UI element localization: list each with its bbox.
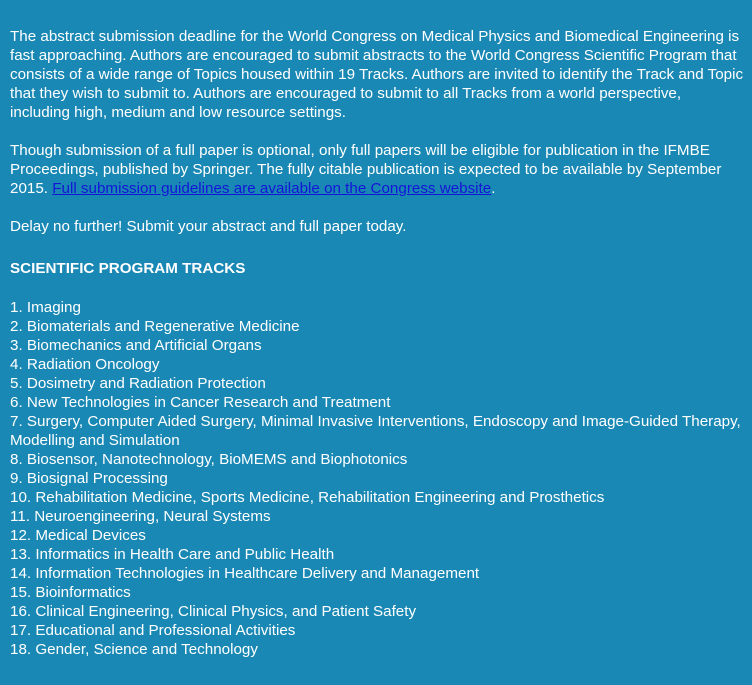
track-item: 2. Biomaterials and Regenerative Medicine — [10, 318, 300, 335]
intro-paragraph-3: Delay no further! Submit your abstract and full paper today. — [10, 218, 407, 235]
intro-paragraph-1: The abstract submission deadline for the World Congress on Medical Physics and Biomedical Engineering is fast approaching. Authors are encouraged to submit abstracts to the World Congress Scientific Program that consists of a wide range of Topics housed within 19 Tracks. Authors are invited to identify the Track and Topic that they wish to submit to. Authors are encouraged to submit to all Tracks from a world perspective, including high, medium and low resource settings. — [10, 28, 744, 121]
paragraph-2-text: Though submission of a full paper is optional, only full papers will be eligible for publication in the IFMBE Proceedings, published by Springer. The fully citable publication is expected to be available by September 2015. — [10, 142, 722, 197]
track-item: 4. Radiation Oncology — [10, 356, 160, 373]
track-item: 3. Biomechanics and Artificial Organs — [10, 337, 262, 354]
track-item: 17. Educational and Professional Activities — [10, 622, 296, 639]
submission-guidelines-link[interactable]: Full submission guidelines are available on the Congress website — [52, 180, 492, 197]
tracks-list — [10, 298, 745, 659]
track-item: 6. New Technologies in Cancer Research and Treatment — [10, 394, 391, 411]
track-item: 14. Information Technologies in Healthcare Delivery and Management — [10, 565, 480, 582]
track-item: 16. Clinical Engineering, Clinical Physics, and Patient Safety — [10, 603, 417, 620]
track-item: 18. Gender, Science and Technology — [10, 641, 258, 658]
track-item: 1. Imaging — [10, 299, 81, 316]
track-item: 9. Biosignal Processing — [10, 470, 168, 487]
track-item: 5. Dosimetry and Radiation Protection — [10, 375, 266, 392]
track-item: 12. Medical Devices — [10, 527, 146, 544]
newsletter-content — [10, 27, 745, 659]
track-item: 15. Bioinformatics — [10, 584, 131, 601]
tracks-section-title: SCIENTIFIC PROGRAM TRACKS — [10, 260, 246, 277]
track-item: 8. Biosensor, Nanotechnology, BioMEMS and Biophotonics — [10, 451, 408, 468]
paragraph-2-end: . — [491, 180, 496, 197]
track-item: 11. Neuroengineering, Neural Systems — [10, 508, 271, 525]
track-item: 13. Informatics in Health Care and Public Health — [10, 546, 335, 563]
track-item: 7. Surgery, Computer Aided Surgery, Minimal Invasive Interventions, Endoscopy and Image-Guided Therapy, Modelling and Simulation — [10, 413, 741, 449]
intro-paragraph-2 — [10, 141, 745, 198]
track-item: 10. Rehabilitation Medicine, Sports Medicine, Rehabilitation Engineering and Prosthetics — [10, 489, 605, 506]
